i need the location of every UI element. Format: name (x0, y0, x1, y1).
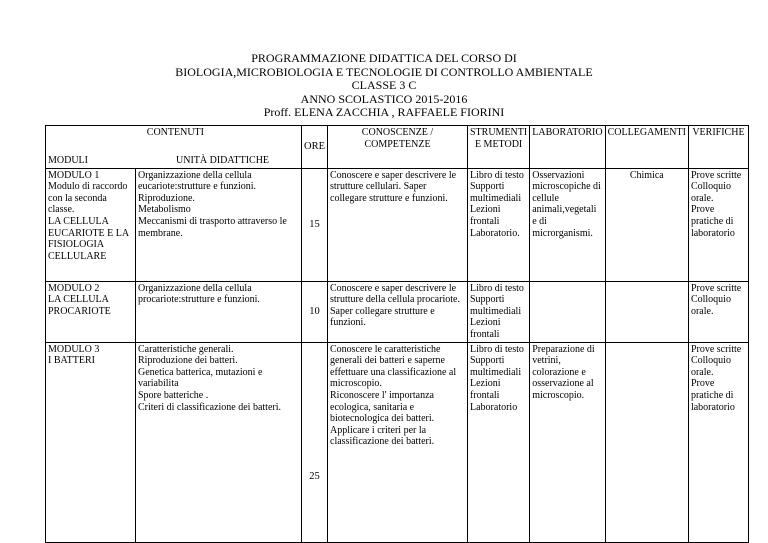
unita-cell (136, 342, 302, 542)
strumenti-text: Libro di testo Supporti multimediali Lezioni frontali Laboratorio (470, 343, 524, 413)
header-subject-line: BIOLOGIA,MICROBIOLOGIA E TECNOLOGIE DI CONTROLLO AMBIENTALE (175, 64, 593, 79)
conoscenze-text: Conoscere e saper descrivere le strutture cellulari. Saper collegare strutture e funzioni. (330, 169, 457, 204)
unita-cell (136, 281, 302, 342)
table-row (46, 168, 749, 281)
conoscenze-cell (328, 342, 468, 542)
unita-text: Organizzazione della cellula procariote:strutture e funzioni. (138, 282, 260, 306)
conoscenze-cell (328, 168, 468, 281)
strumenti-text: Libro di testo Supporti multimediali Lezioni frontali Laboratorio. (470, 169, 524, 239)
table-row (46, 281, 749, 342)
header-moduli: MODULI (48, 155, 88, 166)
header-contenuti: CONTENUTI (146, 127, 204, 138)
modulo-text: MODULO 3 I BATTERI (48, 343, 100, 367)
unita-text: Organizzazione della cellula eucariote:strutture e funzioni. Riproduzione. Metabolismo Meccanismi di trasporto attraverso le membrane. (138, 169, 287, 239)
laboratorio-cell (530, 281, 605, 342)
header-teachers-line: Proff. ELENA ZACCHIA , RAFFAELE FIORINI (263, 105, 505, 120)
ore-cell: 10 (302, 281, 328, 342)
conoscenze-cell (328, 281, 468, 342)
laboratorio-cell (530, 168, 605, 281)
strumenti-cell (468, 168, 530, 281)
header-conoscenze: CONOSCENZE / COMPETENZE (328, 126, 468, 169)
program-table (45, 125, 749, 543)
header-course-line: PROGRAMMAZIONE DIDATTICA DEL CORSO DI (251, 51, 517, 65)
laboratorio-text: Preparazione di vetrini, colorazione e osservazione al microscopio. (532, 343, 595, 401)
header-verifiche: VERIFICHE (688, 126, 748, 169)
unita-text: Caratteristiche generali. Riproduzione dei batteri. Genetica batterica, mutazioni e variabilita Spore batteriche . Criteri di classificazione dei batteri. (138, 343, 281, 413)
strumenti-cell (468, 281, 530, 342)
header-year-line: ANNO SCOLASTICO 2015-2016 (300, 91, 468, 106)
verifiche-cell (688, 342, 748, 542)
verifiche-text: Prove scritte Colloquio orale. (690, 282, 742, 317)
conoscenze-text: Conoscere e saper descrivere le strutture della cellula procariote. Saper collegare strutture e funzioni. (330, 282, 460, 329)
verifiche-cell (688, 281, 748, 342)
modulo-cell (46, 281, 136, 342)
modulo-text: MODULO 2 LA CELLULA PROCARIOTE (48, 282, 111, 317)
header-contenuti-cell (46, 126, 302, 169)
unita-cell (136, 168, 302, 281)
header-row (46, 126, 749, 169)
collegamenti-cell (605, 168, 688, 281)
table-row (46, 342, 749, 542)
header-strumenti: STRUMENTI E METODI (468, 126, 530, 169)
conoscenze-text: Conoscere le caratteristiche generali dei batteri e saperne effettuare una classificazione al microscopio. Riconoscere l' importanza ecologica, sanitaria e biotecnologica dei batteri. Applicare i criteri per la classificazione dei batteri. (330, 343, 457, 448)
header-class-line: CLASSE 3 C (351, 78, 417, 93)
strumenti-cell (468, 342, 530, 542)
laboratorio-text: Osservazioni microscopiche di cellule animali,vegetali e di microrganismi. (532, 169, 601, 239)
header-unita: UNITÀ DIDATTICHE (176, 155, 270, 166)
strumenti-text: Libro di testo Supporti multimediali Lezioni frontali (470, 282, 524, 340)
verifiche-text: Prove scritte Colloquio orale. Prove pratiche di laboratorio (690, 169, 742, 239)
collegamenti-cell (605, 281, 688, 342)
document-header (0, 52, 768, 120)
collegamenti-cell (605, 342, 688, 542)
verifiche-cell (688, 168, 748, 281)
header-collegamenti: COLLEGAMENTI (605, 126, 688, 169)
ore-cell: 25 (302, 342, 328, 542)
verifiche-text: Prove scritte Colloquio orale. Prove pratiche di laboratorio (690, 343, 742, 413)
modulo-cell (46, 168, 136, 281)
laboratorio-cell (530, 342, 605, 542)
modulo-text: MODULO 1 Modulo di raccordo con la seconda classe. LA CELLULA EUCARIOTE E LA FISIOLOGIA CELLULARE (48, 169, 129, 262)
header-laboratorio: LABORATORIO (530, 126, 605, 169)
header-ore: ORE (302, 126, 328, 169)
collegamenti-text: Chimica (629, 169, 664, 181)
modulo-cell (46, 342, 136, 542)
ore-cell: 15 (302, 168, 328, 281)
